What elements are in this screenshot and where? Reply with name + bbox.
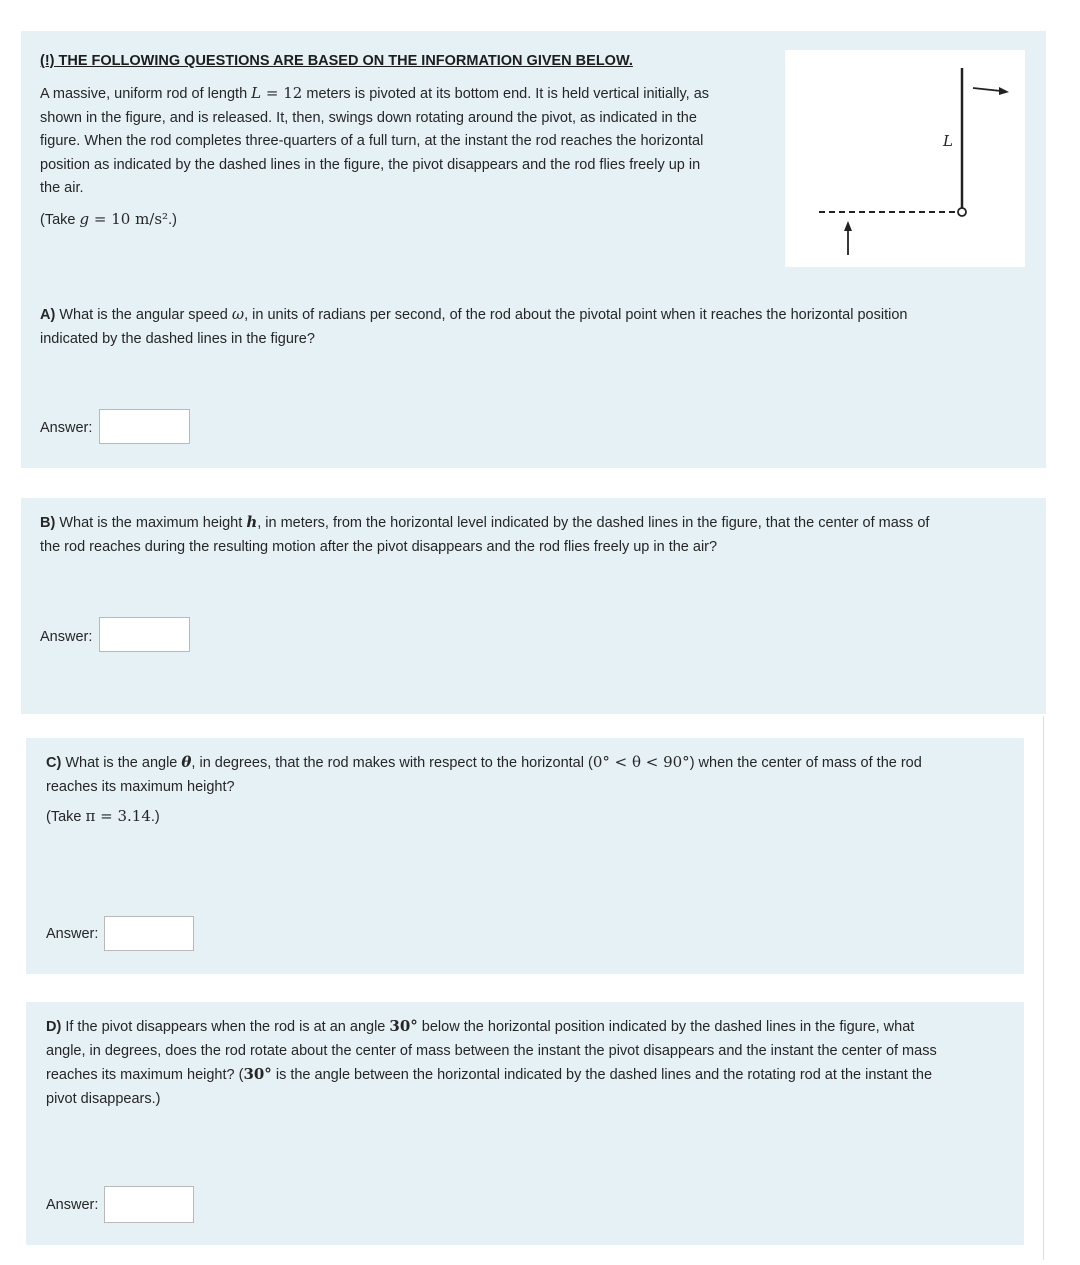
- question-c-text: C) What is the angle θ, in degrees, that the rod makes with respect to the horizontal (0° < θ < 90°) when the center of mass of the rod reaches its maximum height?: [46, 753, 922, 795]
- rod-diagram: [785, 50, 1025, 267]
- intro-line-3: figure. When the rod completes three-quarters of a full turn, at the instant the rod reaches the horizontal: [40, 133, 704, 149]
- question-d-text: D) If the pivot disappears when the rod is at an angle 30° below the horizontal position indicated by the dashed lines in the figure, what angle, in degrees, does the rod rotate about the center of mass between the instant the pivot disappears and the instant the center of mass reaches its maximum height? (30° is the angle between the horizontal indicated by the dashed lines and the rotating rod at the instant the pivot disappears.): [46, 1017, 937, 1107]
- answer-c-label: Answer:: [46, 926, 99, 942]
- rod-diagram-svg: [785, 50, 1025, 267]
- pivot-circle: [958, 208, 966, 216]
- intro-paragraph: [40, 82, 780, 201]
- intro-line-2: shown in the figure, and is released. It, then, swings down rotating around the pivot, as indicated in the: [40, 109, 697, 126]
- info-heading: (!) THE FOLLOWING QUESTIONS ARE BASED ON THE INFORMATION GIVEN BELOW.: [40, 53, 633, 69]
- intro-line-1: A massive, uniform rod of length L = 12 meters is pivoted at its bottom end. It is held vertical initially, as: [40, 84, 710, 102]
- rod-length-label: L: [943, 132, 953, 150]
- intro-line-4: position as indicated by the dashed lines in the figure, the pivot disappears and the rod flies freely up in: [40, 156, 701, 173]
- question-b-text: B) What is the maximum height h, in meters, from the horizontal level indicated by the dashed lines in the figure, that the center of mass of the rod reaches during the resulting motion after the pivot disappears and the rod flies freely up in the air?: [40, 513, 930, 555]
- take-g-note: (Take g = 10 m/s².): [40, 210, 177, 228]
- answer-a-label: Answer:: [40, 420, 93, 436]
- arrow-right-shaft: [973, 88, 1001, 91]
- arrow-right-head: [999, 87, 1009, 95]
- answer-b-label: Answer:: [40, 629, 93, 645]
- answer-c-input[interactable]: [104, 916, 194, 951]
- answer-d-label: Answer:: [46, 1197, 99, 1213]
- take-pi-note: (Take π = 3.14.): [46, 807, 160, 825]
- intro-line-5: the air.: [40, 180, 84, 196]
- right-edge-divider: [1043, 716, 1044, 1260]
- question-a-text: A) What is the angular speed ω, in units of radians per second, of the rod about the pivotal point when it reaches the horizontal position indicated by the dashed lines in the figure?: [40, 305, 908, 347]
- answer-b-input[interactable]: [99, 617, 190, 652]
- arrow-up-head: [844, 221, 852, 231]
- answer-a-input[interactable]: [99, 409, 190, 444]
- answer-d-input[interactable]: [104, 1186, 194, 1223]
